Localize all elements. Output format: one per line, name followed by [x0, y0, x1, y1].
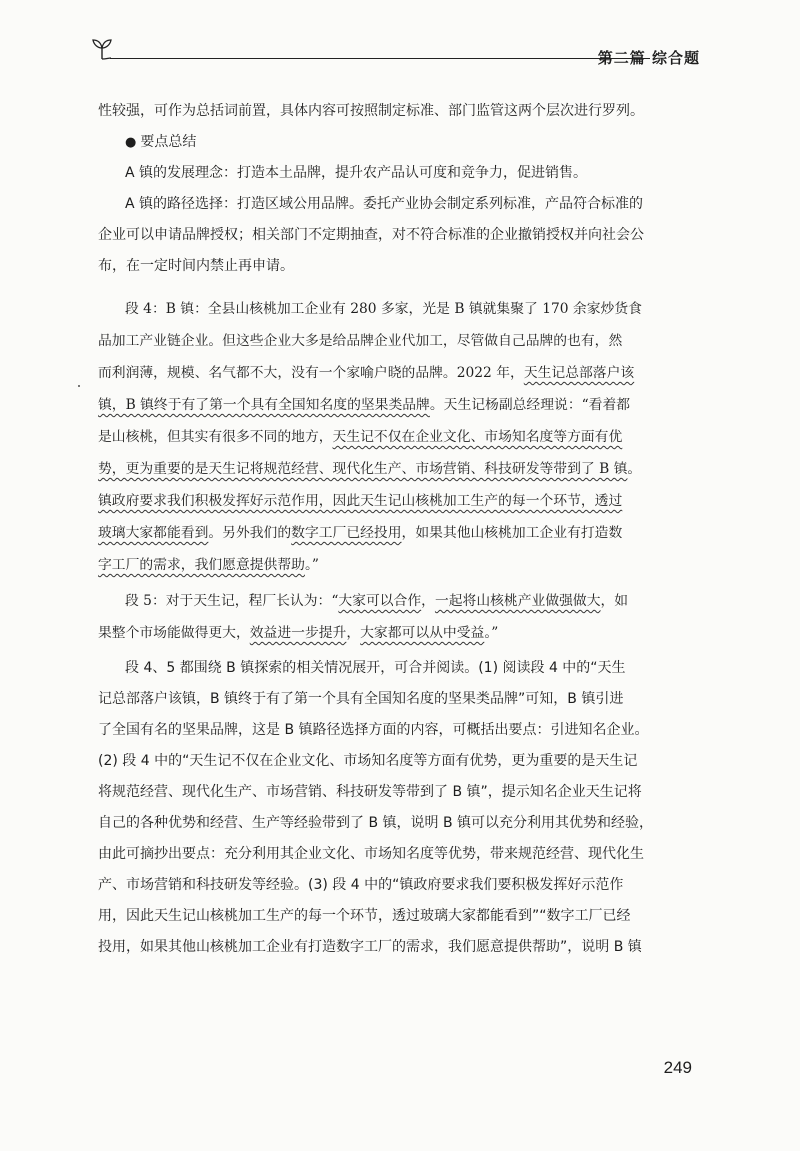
text-line: 布，在一定时间内禁止再申请。: [98, 258, 294, 274]
material-text: 。”: [484, 625, 499, 641]
material-text: ，: [346, 625, 361, 641]
material-line: [98, 517, 698, 549]
analysis-line: (2) 段 4 中的“天生记不仅在企业文化、市场知名度等方面有优势，更为重要的是天生记: [98, 753, 638, 769]
analysis-line: 自己的各种优势和经营、生产等经验带到了 B 镇，说明 B 镇可以充分利用其优势和经验，: [98, 815, 654, 831]
underlined-phrase: 势，更为重要的是天生记将规范经营、现代化生产、市场营销、科技研发等带到了 B 镇: [98, 461, 628, 477]
underlined-phrase: 一起将山核桃产业做强做大: [434, 593, 601, 609]
underlined-phrase: 字工厂的需求，我们愿意提供帮助: [98, 557, 305, 573]
underlined-phrase: 天生记不仅在企业文化、市场知名度等方面有优: [332, 429, 623, 445]
underlined-phrase: 天生记总部落户该: [523, 365, 635, 381]
analysis-line: 记总部落户该镇，B 镇终于有了第一个具有全国知名度的坚果类品牌”可知，B 镇引进: [98, 691, 624, 707]
summary-heading: [98, 127, 698, 158]
page-body: [98, 96, 698, 963]
margin-mark: [78, 385, 80, 387]
material-text: 是山核桃，但其实有很多不同的地方，: [98, 429, 333, 445]
material-line: [98, 357, 698, 389]
material-text: ，如果其他山核桃加工企业有打造数: [401, 525, 623, 541]
underlined-phrase: 玻璃大家都能看到: [98, 525, 209, 541]
sprout-icon: [90, 38, 114, 60]
underlined-phrase: 效益进一步提升: [249, 625, 347, 641]
analysis-line: 用，因此天生记山核桃加工生产的每一个环节，透过玻璃大家都能看到”“数字工厂已经: [98, 908, 631, 924]
analysis-line: 将规范经营、现代化生产、市场营销、科技研发等带到了 B 镇”，提示知名企业天生记将: [98, 784, 642, 800]
material-line: [98, 585, 698, 617]
underlined-phrase: 镇政府要求我们积极发挥好示范作用，因此天生记山核桃加工生产的每一个环节，透过: [98, 493, 623, 509]
part-title: 第二篇 综合题: [597, 49, 700, 67]
underlined-phrase: 镇，B 镇终于有了第一个具有全国知名度的坚果类品牌: [98, 397, 430, 413]
material-line: [98, 453, 698, 485]
analysis-line: 由此可摘抄出要点：充分利用其企业文化、市场知名度等优势，带来规范经营、现代化生: [98, 846, 644, 862]
page-number: 249: [663, 1058, 692, 1077]
material-text: 。: [627, 461, 642, 477]
material-text: ，: [421, 593, 435, 609]
header-rule: [110, 58, 650, 59]
underlined-phrase: 大家可以合作: [338, 593, 422, 609]
material-line: [98, 617, 698, 649]
summary-heading-label: 要点总结: [140, 134, 197, 150]
material-line: 品加工产业链企业。但这些企业大多是给品牌企业代加工，尽管做自己品牌的也有，然: [98, 333, 623, 349]
bullet-dot-icon: ●: [125, 135, 137, 150]
material-text: 果整个市场能做得更大，: [98, 625, 250, 641]
material-line: [98, 485, 698, 517]
text-line: A 镇的发展理念：打造本土品牌，提升农产品认可度和竞争力，促进销售。: [125, 165, 588, 181]
material-line: 段 4：B 镇：全县山核桃加工企业有 280 多家，光是 B 镇就集聚了 170 余家炒货食: [125, 301, 642, 317]
analysis-line: 段 4、5 都围绕 B 镇探索的相关情况展开，可合并阅读。(1) 阅读段 4 中的“天生: [125, 660, 626, 676]
material-text: 。另外我们的: [208, 525, 292, 541]
analysis-line: 了全国有名的坚果品牌，这是 B 镇路径选择方面的内容，可概括出要点：引进知名企业。: [98, 722, 649, 738]
underlined-phrase: 数字工厂已经投用: [291, 525, 402, 541]
material-text: 段 5：对于天生记，程厂长认为：“: [125, 593, 339, 609]
material-text: ，如: [600, 593, 629, 609]
analysis-line: 产、市场营销和科技研发等经验。(3) 段 4 中的“镇政府要求我们要积极发挥好示范作: [98, 877, 624, 893]
text-line: A 镇的路径选择：打造区域公用品牌。委托产业协会制定系列标准，产品符合标准的: [125, 196, 644, 212]
material-text: 。天生记杨副总经理说：“看着都: [429, 397, 631, 413]
material-line: [98, 549, 698, 581]
analysis-line: 投用，如果其他山核桃加工企业有打造数字工厂的需求，我们愿意提供帮助”，说明 B 镇: [98, 939, 642, 955]
material-line: [98, 389, 698, 421]
text-line: 企业可以申请品牌授权；相关部门不定期抽查，对不符合标准的企业撤销授权并向社会公: [98, 227, 644, 243]
page-header: [90, 38, 700, 68]
material-text: 。”: [304, 557, 319, 573]
text-line: 性较强，可作为总括词前置，具体内容可按照制定标准、部门监管这两个层次进行罗列。: [98, 103, 644, 119]
material-text: 而利润薄，规模、名气都不大，没有一个家喻户晓的品牌。2022 年，: [98, 365, 524, 381]
material-line: [98, 421, 698, 453]
underlined-phrase: 大家都可以从中受益: [360, 625, 485, 641]
